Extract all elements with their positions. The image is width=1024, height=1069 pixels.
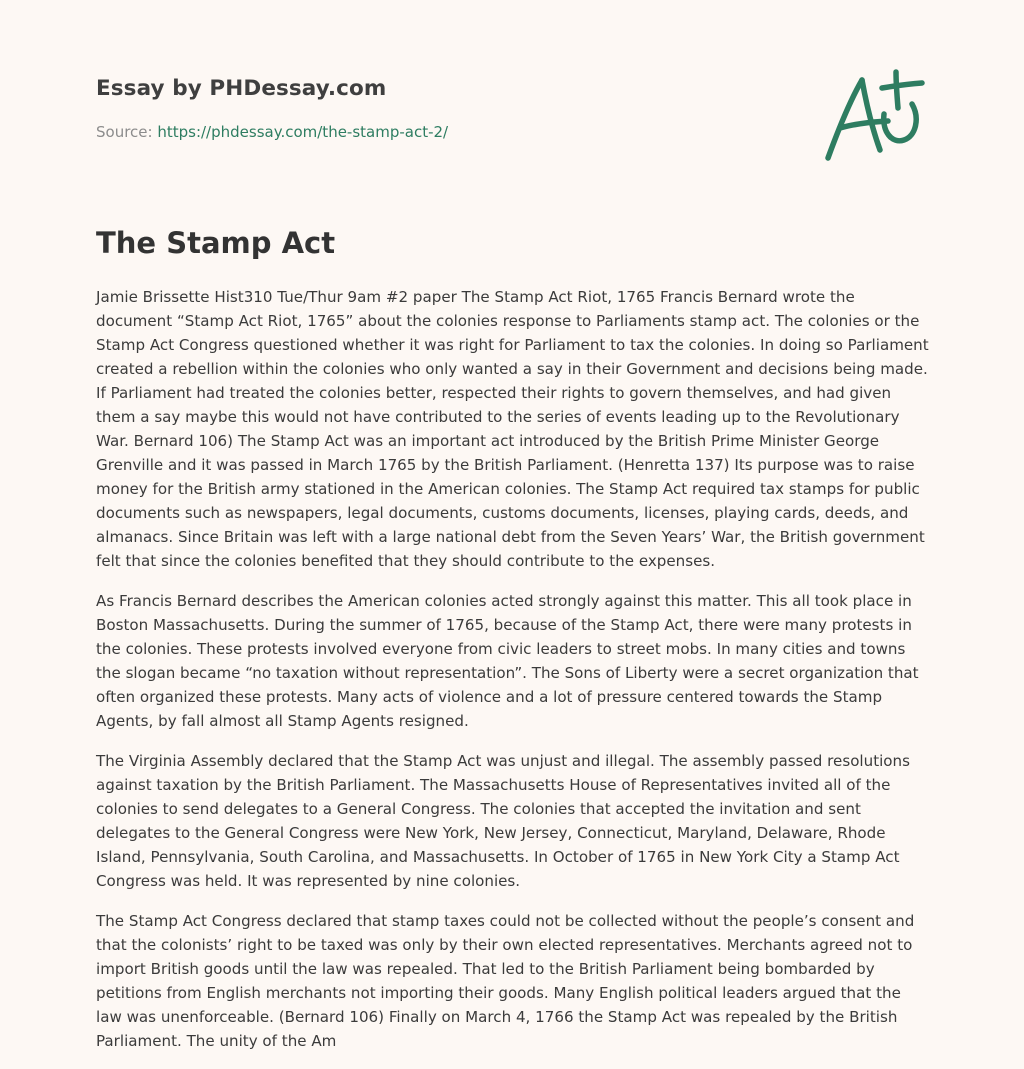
paragraph: As Francis Bernard describes the American colonies acted strongly against this matter. This all took place in Boston Massachusetts. During the summer of 1765, because of the Stamp Act, there were many protests in the colonies. These protests involved everyone from civic leaders to street mobs. In many cities and towns the slogan became “no taxation without representation”. The Sons of Liberty were a secret organization that often organized these protests. Many acts of violence and a lot of pressure centered towards the Stamp Agents, by fall almost all Stamp Agents resigned. — [96, 592, 919, 730]
article-body — [96, 285, 931, 1069]
brand-title: Essay by PHDessay.com — [96, 76, 387, 101]
page-header — [96, 0, 928, 190]
paragraph: Jamie Brissette Hist310 Tue/Thur 9am #2 paper The Stamp Act Riot, 1765 Francis Bernard wrote the document “Stamp Act Riot, 1765” about the colonies response to Parliaments stamp act. The colonies or the Stamp Act Congress questioned whether it was right for Parliament to tax the colonies. In doing so Parliament created a rebellion within the colonies who only wanted a say in their Government and decisions being made. If Parliament had treated the colonies better, respected their rights to govern themselves, and had given them a say maybe this would not have contributed to the series of events leading up to the Revolutionary War. Bernard 106) The Stamp Act was an important act introduced by the British Prime Minister George Grenville and it was passed in March 1765 by the British Parliament. (Henretta 137) Its purpose was to raise money for the British army stationed in the American colonies. The Stamp Act required tax stamps for public documents such as newspapers, legal documents, customs documents, licenses, playing cards, deeds, and almanacs. Since Britain was left with a large national debt from the Seven Years’ War, the British government felt that since the colonies benefited that they should contribute to the expenses. — [96, 288, 929, 570]
paragraph: The Stamp Act Congress declared that stamp taxes could not be collected without the people’s consent and that the colonists’ right to be taxed was only by their own elected representatives. Merchants agreed not to import British goods until the law was repealed. That led to the British Parliament being bombarded by petitions from English merchants not importing their goods. Many English political leaders argued that the law was unenforceable. (Bernard 106) Finally on March 4, 1766 the Stamp Act was repealed by the British Parliament. The unity of the Am — [96, 912, 915, 1050]
source-line — [96, 123, 448, 141]
article-title: The Stamp Act — [96, 226, 336, 260]
paragraph: The Virginia Assembly declared that the Stamp Act was unjust and illegal. The assembly passed resolutions against taxation by the British Parliament. The Massachusetts House of Representatives invited all of the colonies to send delegates to a General Congress. The colonies that accepted the invitation and sent delegates to the General Congress were New York, New Jersey, Connecticut, Maryland, Delaware, Rhode Island, Pennsylvania, South Carolina, and Massachusetts. In October of 1765 in New York City a Stamp Act Congress was held. It was represented by nine colonies. — [96, 752, 910, 890]
source-link[interactable]: https://phdessay.com/the-stamp-act-2/ — [157, 123, 449, 141]
a-plus-logo-icon — [822, 66, 928, 166]
essay-page — [96, 0, 929, 1050]
source-label: Source: — [96, 123, 158, 141]
